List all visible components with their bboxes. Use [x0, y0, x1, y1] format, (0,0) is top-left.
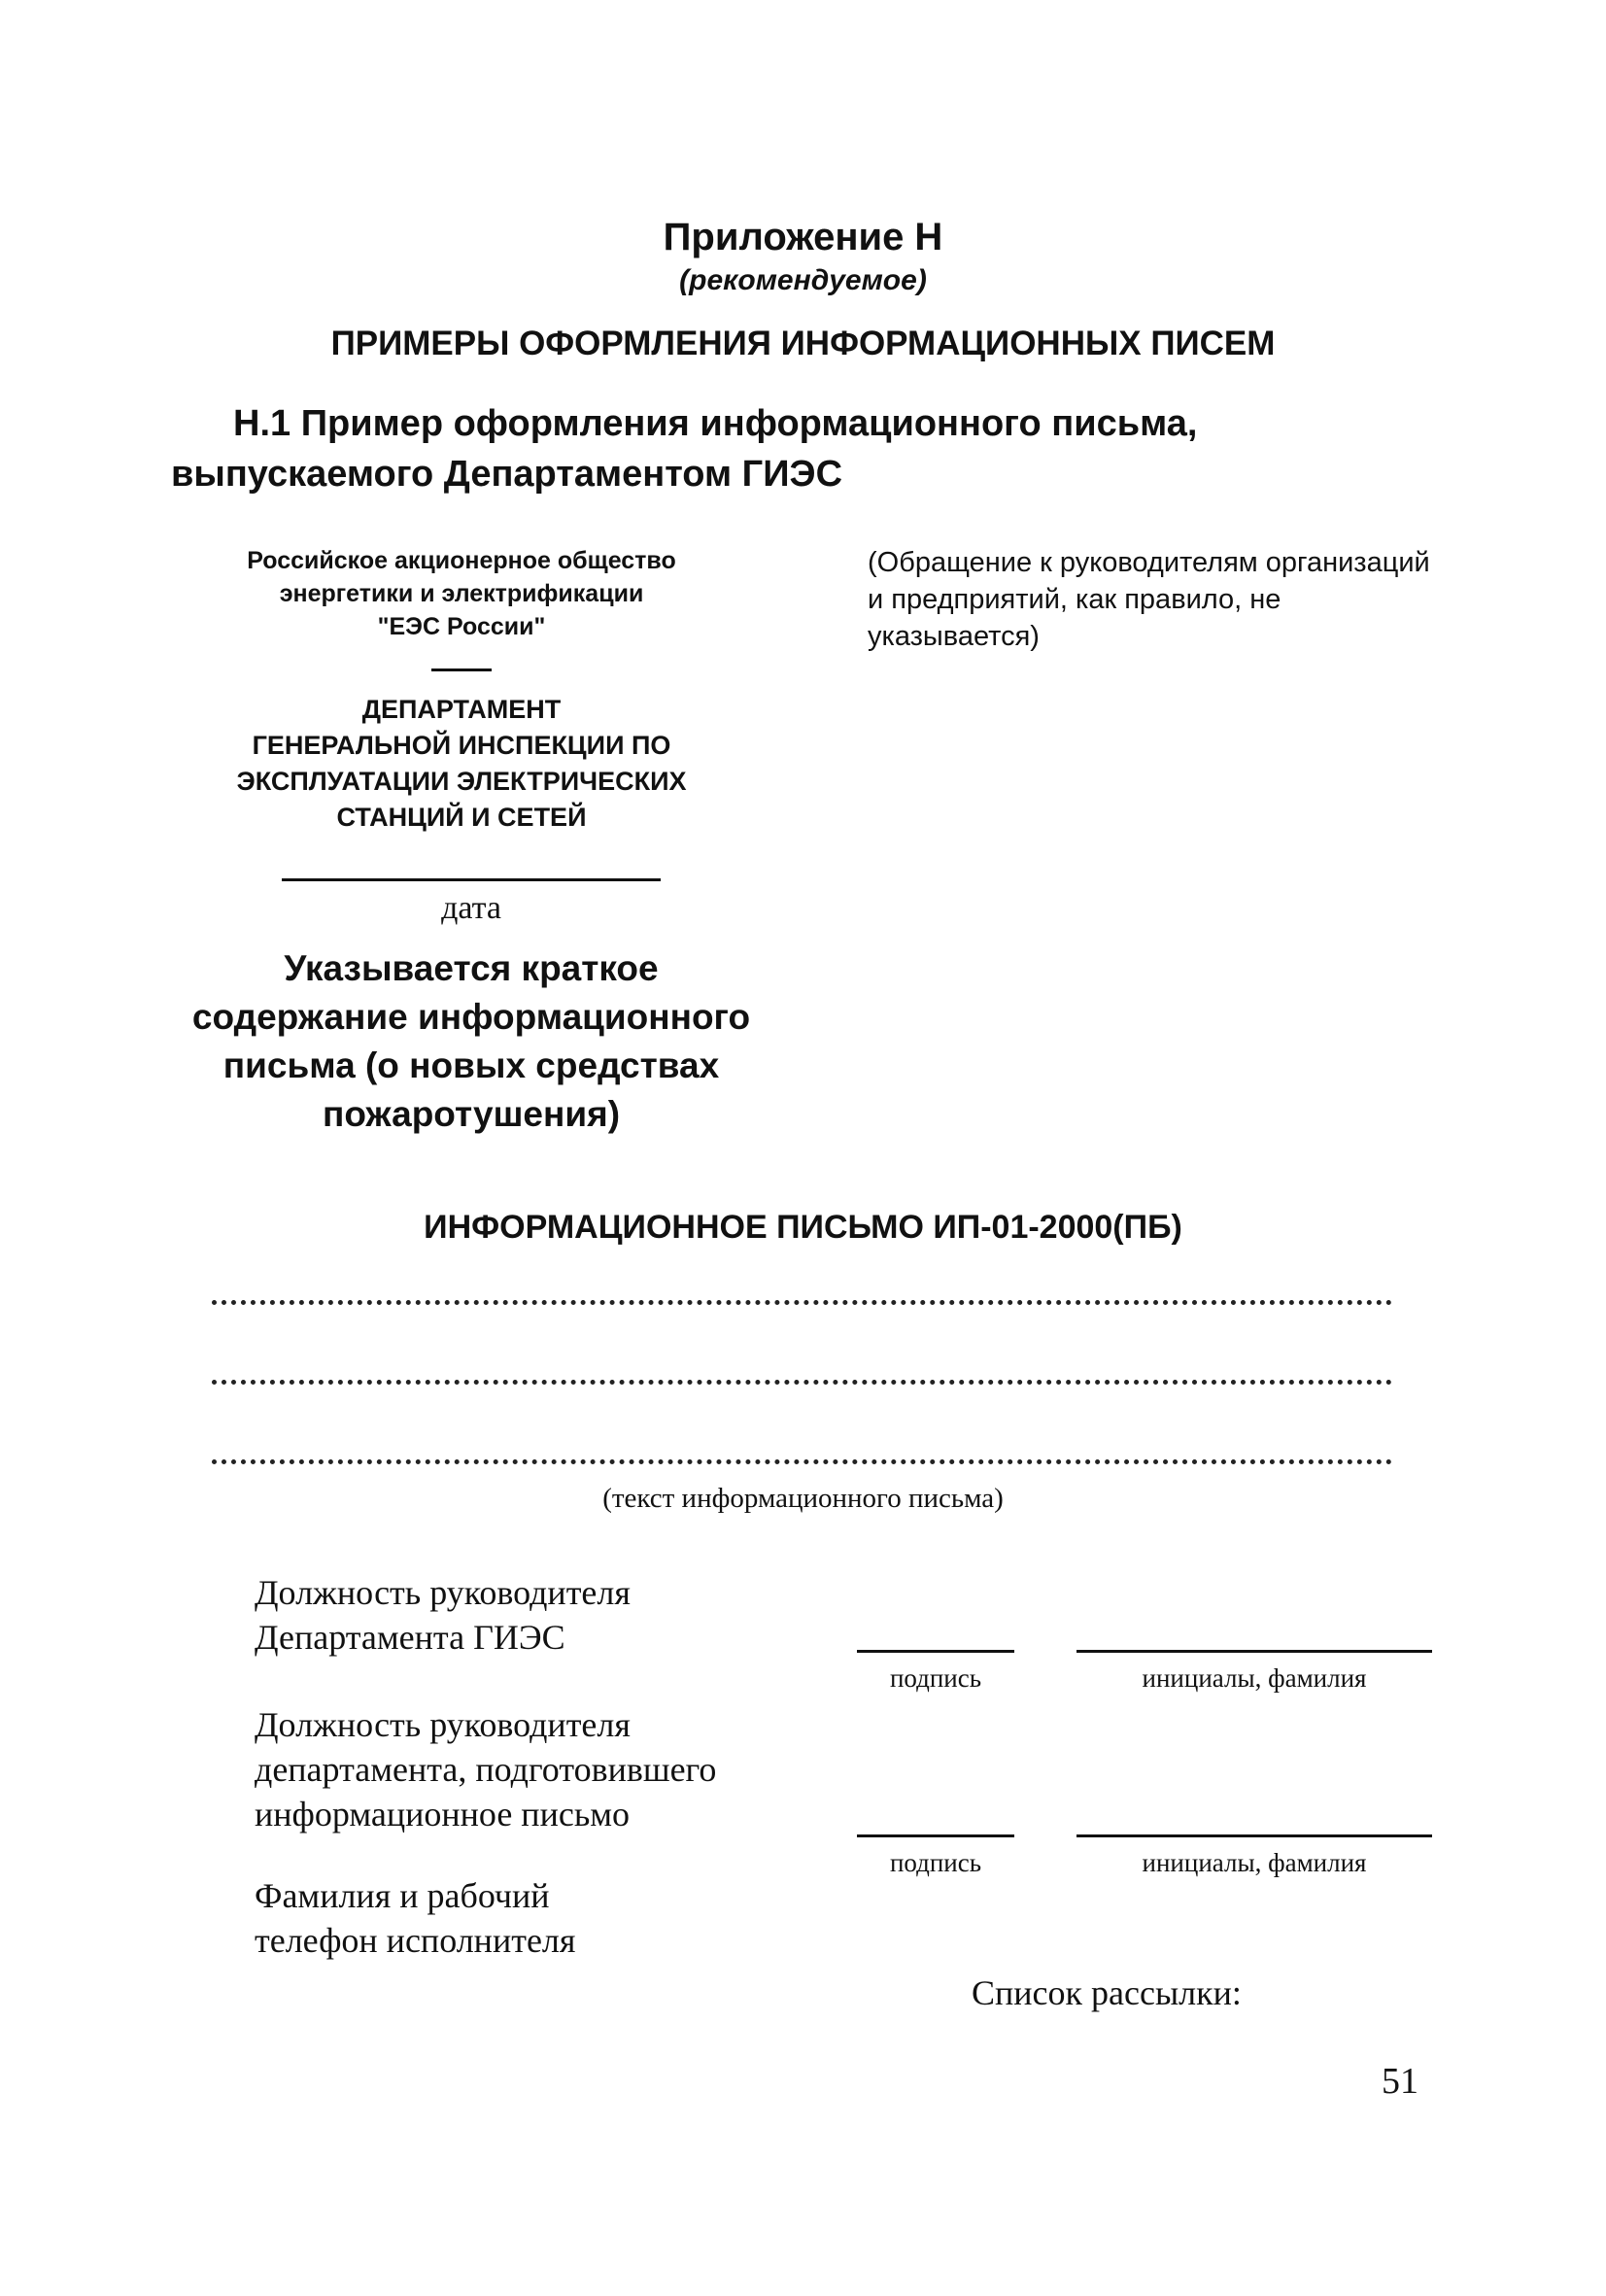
section-title-text: Н.1 Пример оформления информационного письма, выпускаемого Департаментом ГИЭС [171, 403, 1198, 495]
position-line: Должность руководителя [255, 1573, 631, 1612]
dept-line: ДЕПАРТАМЕНТ [361, 695, 562, 724]
section-title [171, 398, 1463, 499]
letter-title: ИНФОРМАЦИОННОЕ ПИСЬМО ИП-01-2000(ПБ) [424, 1209, 1182, 1246]
signature-line [857, 1650, 1014, 1653]
head-position [255, 1570, 799, 1660]
name-label: инициалы, фамилия [1142, 1663, 1367, 1693]
organization-name [214, 544, 709, 643]
summary-line: содержание информационного [191, 997, 751, 1037]
text-placeholder-line [212, 1459, 1392, 1464]
executor-line: Фамилия и рабочий [255, 1876, 550, 1915]
dept-line: ЭКСПЛУАТАЦИИ ЭЛЕКТРИЧЕСКИХ [236, 767, 687, 796]
position-line: информационное письмо [255, 1795, 631, 1833]
body-caption: (текст информационного письма) [602, 1483, 1004, 1514]
executor-line: телефон исполнителя [255, 1921, 576, 1960]
addressee-note: (Обращение к руководителям организаций и предприятий, как правило, не указывается) [868, 547, 1430, 652]
org-line: Российское акционерное общество [247, 547, 676, 574]
summary-line: письма (о новых средствах [222, 1045, 720, 1085]
text-placeholder-line [212, 1300, 1392, 1305]
org-line: "ЕЭС России" [377, 613, 546, 640]
position-line: Департамента ГИЭС [255, 1618, 565, 1657]
appendix-subtitle: (рекомендуемое) [679, 264, 927, 296]
position-line: Должность руководителя [255, 1705, 631, 1744]
position-line: департамента, подготовившего [255, 1750, 717, 1789]
date-field-line [282, 878, 661, 881]
name-line [1076, 1834, 1432, 1837]
distribution-list-label: Список рассылки: [972, 1973, 1242, 2012]
department-name [204, 692, 719, 836]
signature-label: подпись [889, 1848, 982, 1877]
text-placeholder-line [212, 1380, 1392, 1385]
org-line: энергетики и электрификации [279, 580, 644, 607]
appendix-title: Приложение Н [663, 216, 943, 258]
signature-line [857, 1834, 1014, 1837]
date-label: дата [441, 890, 501, 926]
summary-line: Указывается краткое [284, 948, 659, 988]
executor-info [255, 1873, 799, 1963]
main-heading: ПРИМЕРЫ ОФОРМЛЕНИЯ ИНФОРМАЦИОННЫХ ПИСЕМ [330, 325, 1276, 362]
org-divider [431, 668, 492, 671]
dept-line: СТАНЦИЙ И СЕТЕЙ [336, 803, 587, 832]
name-label: инициалы, фамилия [1142, 1848, 1367, 1877]
name-line [1076, 1650, 1432, 1653]
dept-line: ГЕНЕРАЛЬНОЙ ИНСПЕКЦИИ ПО [252, 731, 671, 760]
letter-summary [160, 944, 782, 1139]
summary-line: пожаротушения) [322, 1094, 621, 1134]
signature-label: подпись [889, 1663, 982, 1693]
preparer-position [255, 1702, 799, 1836]
page-number: 51 [1382, 2061, 1418, 2102]
